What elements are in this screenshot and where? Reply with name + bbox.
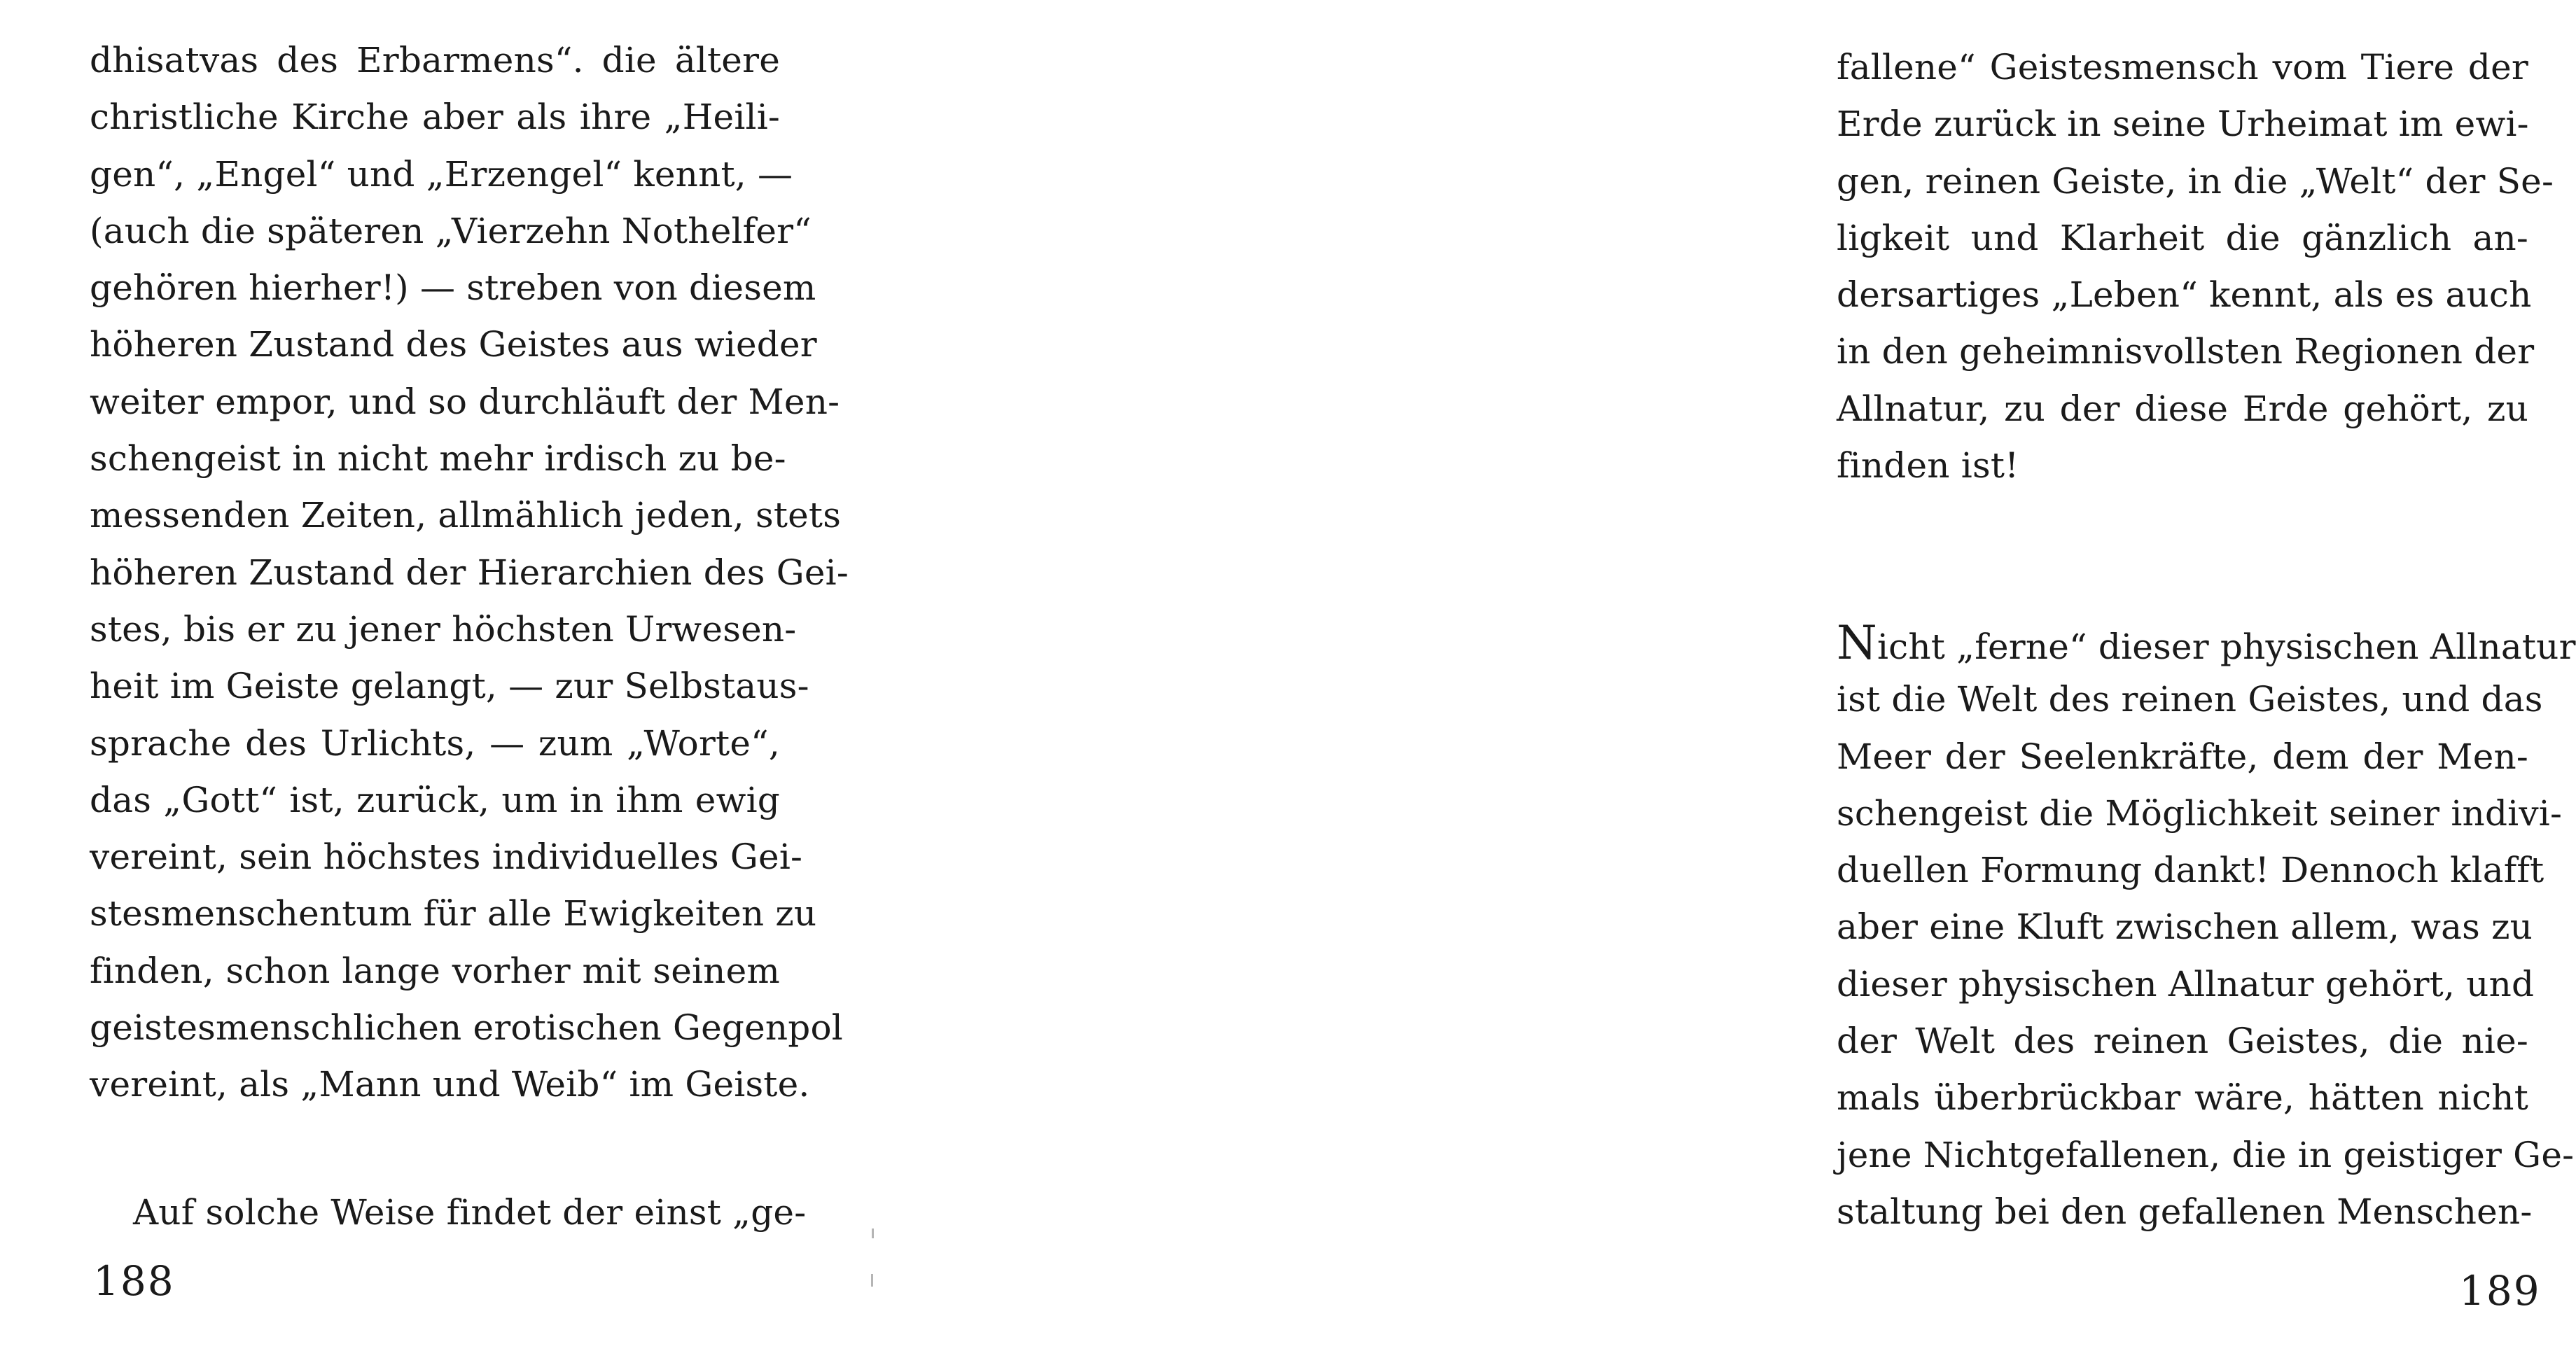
text-line: mals überbrückbar wäre, hätten nicht	[1837, 1077, 2528, 1119]
text-line: in den geheimnisvollsten Regionen der	[1837, 331, 2535, 372]
text-line: schengeist die Möglichkeit seiner indivi-	[1837, 792, 2563, 834]
text-line: gen, reinen Geiste, in die „Welt“ der Se-	[1837, 160, 2554, 202]
text-line: geistesmenschlichen erotischen Gegenpol	[90, 1007, 843, 1049]
text-line: gehören hierher!) — streben von diesem	[90, 267, 816, 309]
text-line: der Welt des reinen Geistes, die nie-	[1837, 1021, 2528, 1062]
page-number-right: 189	[2459, 1267, 2541, 1315]
text-line: stes, bis er zu jener höchsten Urwesen-	[90, 608, 797, 650]
text-line: stesmenschentum für alle Ewigkeiten zu	[90, 893, 817, 934]
text-line: Allnatur, zu der diese Erde gehört, zu	[1837, 388, 2528, 429]
left-page-paragraph-2	[90, 1184, 807, 1241]
text-line: finden ist!	[1837, 445, 2019, 486]
gutter-mark	[871, 1274, 873, 1287]
text-line: heit im Geiste gelangt, — zur Selbstaus-	[90, 666, 809, 707]
text-line: dieser physischen Allnatur gehört, und	[1837, 963, 2535, 1004]
text-line: duellen Formung dankt! Dennoch klafft	[1837, 850, 2544, 891]
text-line: Meer der Seelenkräfte, dem der Men-	[1837, 736, 2528, 777]
text-line: staltung bei den gefallenen Menschen-	[1837, 1191, 2533, 1232]
text-line: vereint, sein höchstes individuelles Gei-	[90, 836, 803, 878]
text-line: höheren Zustand des Geistes aus wieder	[90, 324, 817, 365]
text-line: sprache des Urlichts, — zum „Worte“,	[90, 722, 780, 764]
text-line: Erde zurück in seine Urheimat im ewi-	[1837, 104, 2529, 145]
text-line: das „Gott“ ist, zurück, um in ihm ewig	[90, 779, 780, 820]
text-line: höheren Zustand der Hierarchien des Gei-	[90, 552, 849, 593]
text-line: aber eine Kluft zwischen allem, was zu	[1837, 906, 2533, 948]
gutter-mark	[872, 1228, 874, 1238]
text-line: jene Nichtgefallenen, die in geistiger Ge-	[1837, 1134, 2575, 1175]
text-line: finden, schon lange vorher mit seinem	[90, 950, 780, 991]
page-number-left: 188	[93, 1257, 175, 1305]
right-page-paragraph-2	[1837, 615, 2576, 1240]
text-line: christliche Kirche aber als ihre „Heili-	[90, 97, 780, 138]
text-line: fallene“ Geistesmensch vom Tiere der	[1837, 47, 2528, 88]
text-line: dersartiges „Leben“ kennt, als es auch	[1837, 274, 2532, 316]
left-page-paragraph-1	[90, 32, 849, 1114]
text-line: (auch die späteren „Vierzehn Nothelfer“	[90, 210, 812, 251]
text-line: dhisatvas des Erbarmens“. die ältere	[90, 40, 780, 80]
text-line: schengeist in nicht mehr irdisch zu be-	[90, 438, 786, 479]
text-line: weiter empor, und so durchläuft der Men-	[90, 381, 840, 422]
text-line: vereint, als „Mann und Weib“ im Geiste.	[90, 1064, 810, 1105]
text-line: Auf solche Weise findet der einst „ge-	[133, 1192, 807, 1233]
text-line: messenden Zeiten, allmählich jeden, stets	[90, 495, 842, 536]
text-line: gen“, „Engel“ und „Erzengel“ kennt, —	[90, 153, 793, 195]
right-page	[875, 0, 2576, 1358]
text-line: ist die Welt des reinen Geistes, und das	[1837, 679, 2543, 720]
right-page-paragraph-1	[1837, 39, 2554, 494]
text-line: ligkeit und Klarheit die gänzlich an-	[1837, 217, 2528, 258]
text-line: Nicht „ferne“ dieser physischen Allnatur	[1837, 616, 2576, 670]
left-page	[0, 0, 875, 1358]
